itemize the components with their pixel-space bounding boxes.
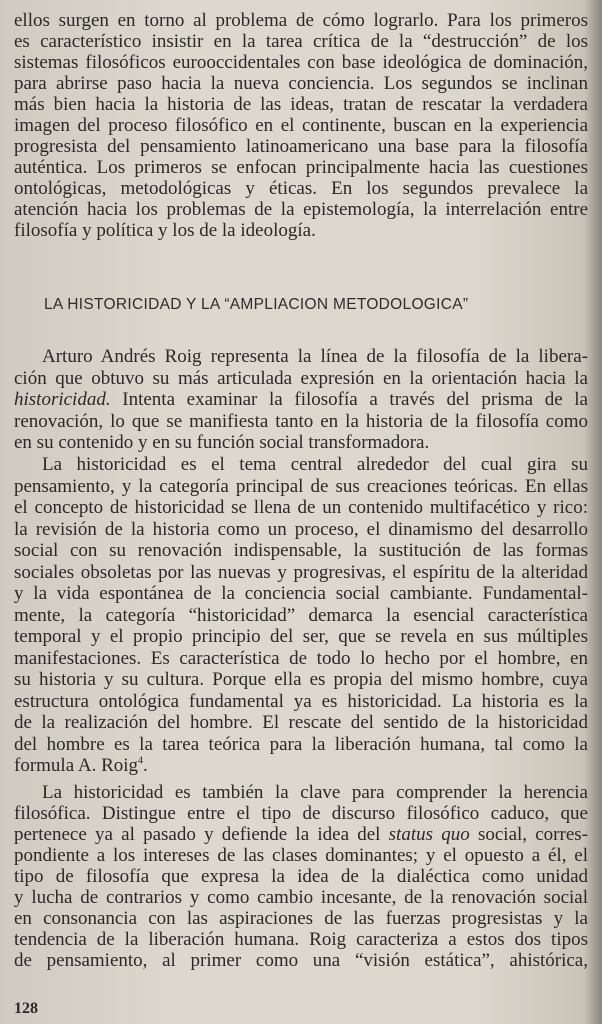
footnote-reference[interactable]: 4 xyxy=(138,755,144,767)
text-line: y lucha de contrarios y como cambio incesante, de la renovación social xyxy=(14,887,588,908)
text-line: y la vida espontánea de la conciencia social cambiante. Fundamental- xyxy=(14,583,588,604)
text-line: el concepto de historicidad se llena de un contenido multifacético y rico: xyxy=(14,497,588,518)
italic-term: historicidad. xyxy=(14,389,111,410)
text-fragment: social, corres- xyxy=(469,824,588,845)
text-line: tendencia de la liberación humana. Roig caracteriza a estos dos tipos xyxy=(14,929,588,950)
text-line: temporal y el propio principio del ser, que se revela en sus múltiples xyxy=(14,626,588,647)
text-line: auténtica. Los primeros se enfocan principalmente hacia las cuestiones xyxy=(14,157,588,178)
text-line: pensamiento, y la categoría principal de sus creaciones teóricas. En ellas xyxy=(14,475,588,497)
text-line: es característico insistir en la tarea crítica de la “destrucción” de los xyxy=(14,31,588,52)
text-line xyxy=(14,755,588,777)
text-line xyxy=(14,824,588,845)
text-line: en consonancia con las aspiraciones de las fuerzas progresistas y la xyxy=(14,908,588,929)
text-line: la revisión de la historia como un proceso, el dinamismo del desarrollo xyxy=(14,518,588,540)
text-line: en su contenido y en su función social transformadora. xyxy=(14,432,430,453)
text-line: social con su renovación indispensable, la sustitución de las formas xyxy=(14,540,588,561)
text-line: estructura ontológica fundamental ya es historicidad. La historia es la xyxy=(14,690,588,712)
text-line: del hombre es la tarea teórica para la liberación humana, tal como la xyxy=(14,733,588,755)
text-line: filosofía y política y los de la ideología. xyxy=(14,220,316,241)
text-line: ellos surgen en torno al problema de cómo lograrlo. Para los primeros xyxy=(14,10,588,31)
text-line: para abrirse paso hacia la nueva conciencia. Los segundos se inclinan xyxy=(14,73,588,94)
text-line: renovación, lo que se manifiesta tanto en la historia de la filosofía como xyxy=(14,410,588,432)
text-line: sociales obsoletas por las nuevas y progresivas, el espíritu de la alteridad xyxy=(14,561,588,583)
text-line: progresista del pensamiento latinoamericano una base para la filosofía xyxy=(14,136,588,157)
text-line: ción que obtuvo su más articulada expresión en la orientación hacia la xyxy=(14,367,588,389)
period: . xyxy=(143,755,148,776)
section-heading: LA HISTORICIDAD Y LA “AMPLIACION METODOLOGICA” xyxy=(44,296,469,313)
page-number: 128 xyxy=(14,1000,38,1017)
text-line: pondiente a los intereses de las clases dominantes; y el opuesto a él, el xyxy=(14,845,588,866)
text-line: La historicidad es también la clave para comprender la herencia xyxy=(42,782,588,803)
text-line: Arturo Andrés Roig representa la línea de la filosofía de la libera- xyxy=(42,346,588,367)
text-line: filosófica. Distingue entre el tipo de discurso filosófico caduco, que xyxy=(14,803,588,824)
paragraph-roig-intro xyxy=(14,346,588,454)
text-line: tipo de filosofía que expresa la idea de la dialéctica como unidad xyxy=(14,866,588,887)
text-fragment: pertenece ya al pasado y defiende la idea del xyxy=(14,824,389,845)
text-line: manifestaciones. Es característica de todo lo hecho por el hombre, en xyxy=(14,647,588,669)
text-line: La historicidad es el tema central alrededor del cual gira su xyxy=(42,454,588,475)
text-line: su historia y su cultura. Porque ella es propia del mismo hombre, cuya xyxy=(14,669,588,690)
text-line: más bien hacia la historia de las ideas, tratan de rescatar la verdadera xyxy=(14,94,588,115)
text-line: mente, la categoría “historicidad” demarca la esencial característica xyxy=(14,604,588,626)
text-line: atención hacia los problemas de la epistemología, la interrelación entre xyxy=(14,199,588,220)
text-line: imagen del proceso filosófico en el continente, buscan en la experiencia xyxy=(14,115,588,136)
paragraph-herencia xyxy=(14,782,588,971)
text-line: de la realización del hombre. El rescate del sentido de la historicidad xyxy=(14,712,588,733)
paragraph-historicidad xyxy=(14,454,588,777)
text-line: sistemas filosóficos eurooccidentales con base ideológica de dominación, xyxy=(14,52,588,73)
text-fragment: formula A. Roig xyxy=(14,755,139,776)
text-line: de pensamiento, al primer como una “visión estática”, ahistórica, xyxy=(14,950,588,971)
text-fragment: Intenta examinar la filosofía a través del prisma de la xyxy=(110,389,588,410)
text-line: ontológicas, metodológicas y éticas. En los segundos prevalece la xyxy=(14,178,588,199)
paragraph-continued xyxy=(14,10,588,241)
text-line xyxy=(14,389,588,411)
italic-term: status quo xyxy=(388,824,470,845)
